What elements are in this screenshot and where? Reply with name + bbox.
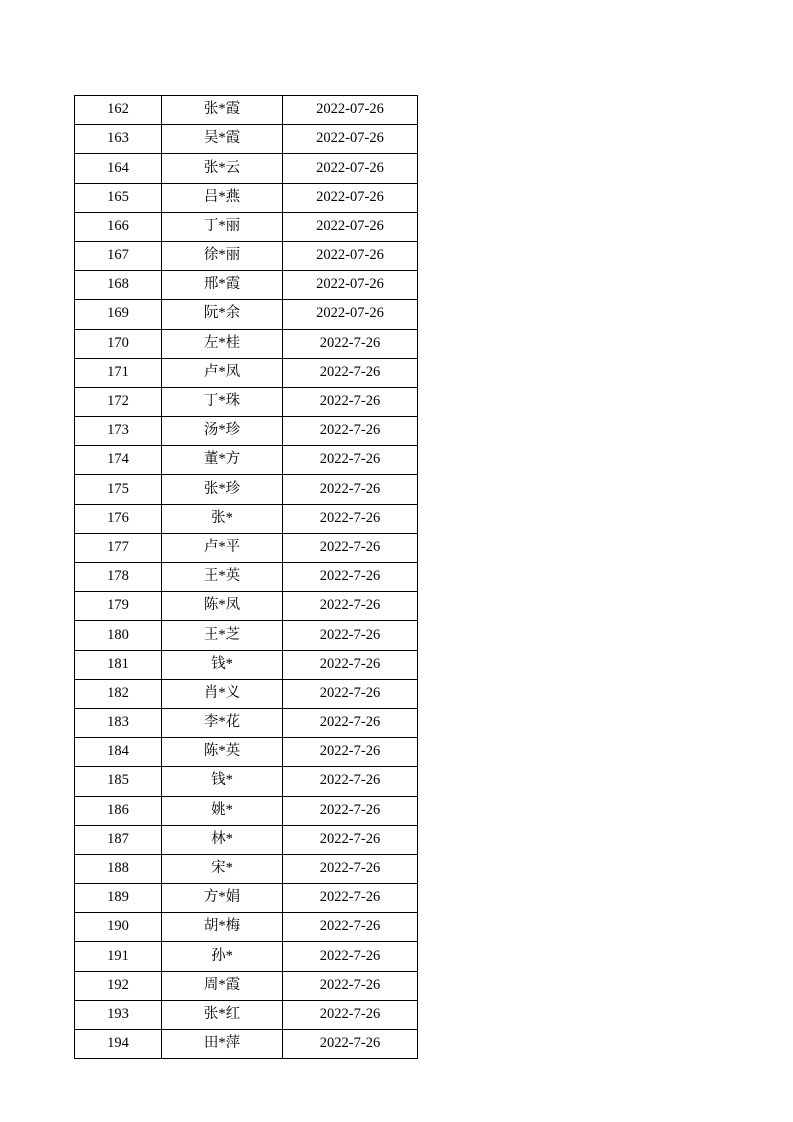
- cell-date: 2022-7-26: [283, 738, 418, 767]
- cell-name: 林*: [162, 825, 283, 854]
- cell-id: 191: [75, 942, 162, 971]
- cell-name: 陈*凤: [162, 592, 283, 621]
- table-row: [75, 796, 418, 825]
- table-row: [75, 767, 418, 796]
- cell-date: 2022-7-26: [283, 825, 418, 854]
- cell-date: 2022-07-26: [283, 300, 418, 329]
- table-row: [75, 592, 418, 621]
- cell-id: 182: [75, 679, 162, 708]
- cell-name: 董*方: [162, 446, 283, 475]
- cell-id: 184: [75, 738, 162, 767]
- cell-id: 189: [75, 884, 162, 913]
- table-row: [75, 504, 418, 533]
- cell-name: 周*霞: [162, 971, 283, 1000]
- cell-date: 2022-07-26: [283, 154, 418, 183]
- table-row: [75, 825, 418, 854]
- cell-date: 2022-7-26: [283, 708, 418, 737]
- cell-name: 肖*义: [162, 679, 283, 708]
- table-row: [75, 971, 418, 1000]
- cell-date: 2022-7-26: [283, 796, 418, 825]
- cell-name: 张*红: [162, 1000, 283, 1029]
- table-row: [75, 650, 418, 679]
- cell-date: 2022-7-26: [283, 650, 418, 679]
- cell-date: 2022-7-26: [283, 387, 418, 416]
- cell-id: 173: [75, 417, 162, 446]
- cell-name: 姚*: [162, 796, 283, 825]
- table-row: [75, 212, 418, 241]
- cell-id: 192: [75, 971, 162, 1000]
- cell-date: 2022-7-26: [283, 358, 418, 387]
- cell-date: 2022-7-26: [283, 1030, 418, 1059]
- table-row: [75, 708, 418, 737]
- cell-name: 张*云: [162, 154, 283, 183]
- table-row: [75, 387, 418, 416]
- table-row: [75, 96, 418, 125]
- cell-name: 陈*英: [162, 738, 283, 767]
- table-row: [75, 621, 418, 650]
- cell-id: 165: [75, 183, 162, 212]
- cell-name: 吕*燕: [162, 183, 283, 212]
- cell-name: 宋*: [162, 854, 283, 883]
- table-container: [74, 95, 418, 1059]
- table-row: [75, 884, 418, 913]
- table-body: [75, 96, 418, 1059]
- table-row: [75, 125, 418, 154]
- cell-date: 2022-7-26: [283, 563, 418, 592]
- table-row: [75, 183, 418, 212]
- cell-date: 2022-07-26: [283, 212, 418, 241]
- cell-name: 孙*: [162, 942, 283, 971]
- cell-id: 163: [75, 125, 162, 154]
- table-row: [75, 738, 418, 767]
- cell-name: 卢*凤: [162, 358, 283, 387]
- cell-date: 2022-07-26: [283, 96, 418, 125]
- cell-name: 邢*霞: [162, 271, 283, 300]
- cell-date: 2022-7-26: [283, 417, 418, 446]
- cell-name: 丁*丽: [162, 212, 283, 241]
- cell-id: 181: [75, 650, 162, 679]
- cell-name: 阮*余: [162, 300, 283, 329]
- cell-name: 卢*平: [162, 533, 283, 562]
- cell-id: 190: [75, 913, 162, 942]
- table-row: [75, 300, 418, 329]
- cell-id: 178: [75, 563, 162, 592]
- table-row: [75, 942, 418, 971]
- table-row: [75, 475, 418, 504]
- table-row: [75, 1030, 418, 1059]
- cell-id: 172: [75, 387, 162, 416]
- cell-name: 吴*霞: [162, 125, 283, 154]
- cell-id: 188: [75, 854, 162, 883]
- cell-name: 钱*: [162, 767, 283, 796]
- cell-id: 194: [75, 1030, 162, 1059]
- cell-id: 174: [75, 446, 162, 475]
- cell-id: 177: [75, 533, 162, 562]
- cell-name: 丁*珠: [162, 387, 283, 416]
- cell-date: 2022-7-26: [283, 504, 418, 533]
- cell-id: 179: [75, 592, 162, 621]
- cell-name: 张*: [162, 504, 283, 533]
- cell-date: 2022-7-26: [283, 1000, 418, 1029]
- table-row: [75, 533, 418, 562]
- cell-id: 166: [75, 212, 162, 241]
- cell-date: 2022-7-26: [283, 533, 418, 562]
- cell-date: 2022-7-26: [283, 884, 418, 913]
- cell-name: 徐*丽: [162, 241, 283, 270]
- cell-date: 2022-07-26: [283, 241, 418, 270]
- cell-name: 张*霞: [162, 96, 283, 125]
- table-row: [75, 563, 418, 592]
- cell-name: 方*娟: [162, 884, 283, 913]
- cell-id: 175: [75, 475, 162, 504]
- cell-id: 162: [75, 96, 162, 125]
- table-row: [75, 1000, 418, 1029]
- cell-id: 187: [75, 825, 162, 854]
- table-row: [75, 854, 418, 883]
- table-row: [75, 913, 418, 942]
- cell-id: 167: [75, 241, 162, 270]
- cell-date: 2022-7-26: [283, 854, 418, 883]
- cell-date: 2022-7-26: [283, 475, 418, 504]
- table-row: [75, 446, 418, 475]
- cell-name: 李*花: [162, 708, 283, 737]
- cell-id: 186: [75, 796, 162, 825]
- cell-id: 180: [75, 621, 162, 650]
- cell-name: 钱*: [162, 650, 283, 679]
- table-row: [75, 241, 418, 270]
- table-row: [75, 417, 418, 446]
- cell-date: 2022-7-26: [283, 679, 418, 708]
- table-row: [75, 271, 418, 300]
- cell-id: 170: [75, 329, 162, 358]
- table-row: [75, 329, 418, 358]
- cell-name: 张*珍: [162, 475, 283, 504]
- cell-date: 2022-7-26: [283, 971, 418, 1000]
- cell-date: 2022-07-26: [283, 271, 418, 300]
- table-row: [75, 358, 418, 387]
- cell-id: 185: [75, 767, 162, 796]
- cell-date: 2022-7-26: [283, 913, 418, 942]
- cell-id: 169: [75, 300, 162, 329]
- cell-date: 2022-07-26: [283, 183, 418, 212]
- table-row: [75, 679, 418, 708]
- cell-id: 164: [75, 154, 162, 183]
- cell-name: 田*萍: [162, 1030, 283, 1059]
- cell-date: 2022-7-26: [283, 329, 418, 358]
- cell-name: 汤*珍: [162, 417, 283, 446]
- cell-date: 2022-7-26: [283, 942, 418, 971]
- cell-name: 王*芝: [162, 621, 283, 650]
- cell-id: 183: [75, 708, 162, 737]
- cell-date: 2022-7-26: [283, 592, 418, 621]
- cell-id: 176: [75, 504, 162, 533]
- cell-name: 胡*梅: [162, 913, 283, 942]
- cell-id: 168: [75, 271, 162, 300]
- cell-id: 171: [75, 358, 162, 387]
- table-row: [75, 154, 418, 183]
- cell-id: 193: [75, 1000, 162, 1029]
- cell-name: 左*桂: [162, 329, 283, 358]
- cell-date: 2022-7-26: [283, 446, 418, 475]
- cell-date: 2022-7-26: [283, 621, 418, 650]
- cell-date: 2022-7-26: [283, 767, 418, 796]
- roster-table: [74, 95, 418, 1059]
- cell-date: 2022-07-26: [283, 125, 418, 154]
- cell-name: 王*英: [162, 563, 283, 592]
